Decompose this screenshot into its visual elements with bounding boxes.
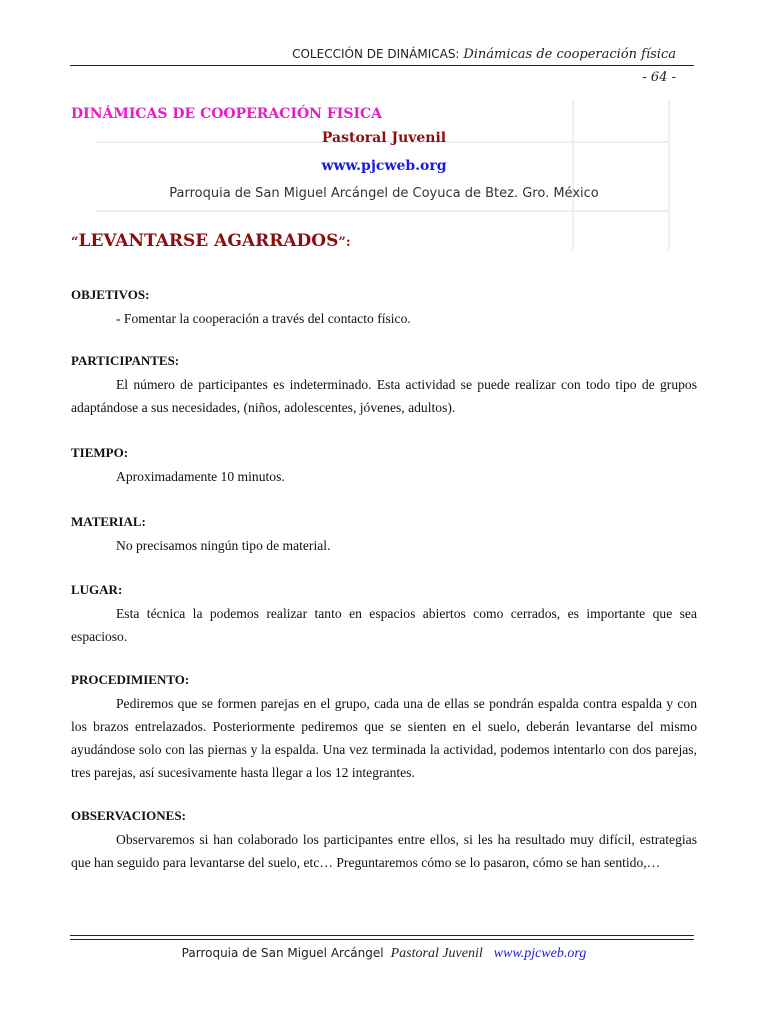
activity-name: LEVANTARSE AGARRADOS — [78, 231, 339, 251]
organization-name: Pastoral Juvenil — [321, 130, 447, 146]
footer-website-link[interactable]: www.pjcweb.org — [493, 946, 587, 961]
section-text-objetivos: - Fomentar la cooperación a través del contacto físico. — [116, 311, 411, 326]
section-text-participantes: El número de participantes es indeterminado. Esta actividad se puede realizar con todo tipo de grupos adaptándose a sus necesidades, (niños, adolescentes, jóvenes, adultos). — [71, 377, 697, 415]
header-rule — [70, 65, 694, 66]
section-text-procedimiento: Pediremos que se formen parejas en el grupo, cada una de ellas se pondrán espalda contra espalda y con los brazos entrelazados. Posteriormente pediremos que se sienten en el suelo, deberán levantarse del mismo ayudándose solo con las piernas y la espalda. Una vez terminada la actividad, podemos intentarlo con dos parejas, tres parejas, así sucesivamente hasta llegar a los 12 integrantes. — [71, 696, 697, 780]
watermark-line — [668, 100, 670, 250]
section-heading-tiempo: TIEMPO: — [71, 445, 129, 460]
activity-open-quote: “ — [71, 235, 79, 250]
website-link[interactable]: www.pjcweb.org — [321, 158, 447, 174]
collection-label: COLECCIÓN DE DINÁMICAS: — [292, 47, 460, 61]
section-heading-lugar: LUGAR: — [71, 582, 123, 597]
collection-subtitle: Dinámicas de cooperación física — [463, 47, 676, 62]
footer-parish: Parroquia de San Miguel Arcángel — [181, 946, 384, 960]
page-number: - 64 - — [642, 70, 676, 85]
section-heading-observaciones: OBSERVACIONES: — [71, 808, 186, 823]
activity-close: ”: — [338, 235, 351, 250]
section-text-tiempo: Aproximadamente 10 minutos. — [116, 469, 285, 484]
watermark-line — [96, 210, 670, 212]
page-footer — [0, 946, 768, 962]
section-text-lugar: Esta técnica la podemos realizar tanto en espacios abiertos como cerrados, es importante que sea espacioso. — [71, 606, 697, 644]
section-text-observaciones: Observaremos si han colaborado los participantes entre ellos, si les ha resultado muy difícil, estrategias que han seguido para levantarse del suelo, etc… Preguntaremos cómo se lo pasaron, cómo se han sentido,… — [71, 832, 697, 870]
footer-rule — [70, 935, 694, 936]
footer-pastoral: Pastoral Juvenil — [390, 946, 483, 961]
document-title: DINÁMICAS DE COOPERACIÓN FISICA — [71, 106, 383, 122]
section-heading-participantes: PARTICIPANTES: — [71, 353, 180, 368]
parish-line: Parroquia de San Miguel Arcángel de Coyuca de Btez. Gro. México — [169, 186, 599, 201]
watermark-line — [572, 100, 574, 250]
section-text-material: No precisamos ningún tipo de material. — [116, 538, 331, 553]
running-header — [292, 47, 676, 62]
footer-rule — [70, 939, 694, 940]
section-heading-objetivos: OBJETIVOS: — [71, 287, 150, 302]
section-heading-material: MATERIAL: — [71, 514, 146, 529]
activity-title — [71, 231, 351, 251]
section-heading-procedimiento: PROCEDIMIENTO: — [71, 672, 190, 687]
